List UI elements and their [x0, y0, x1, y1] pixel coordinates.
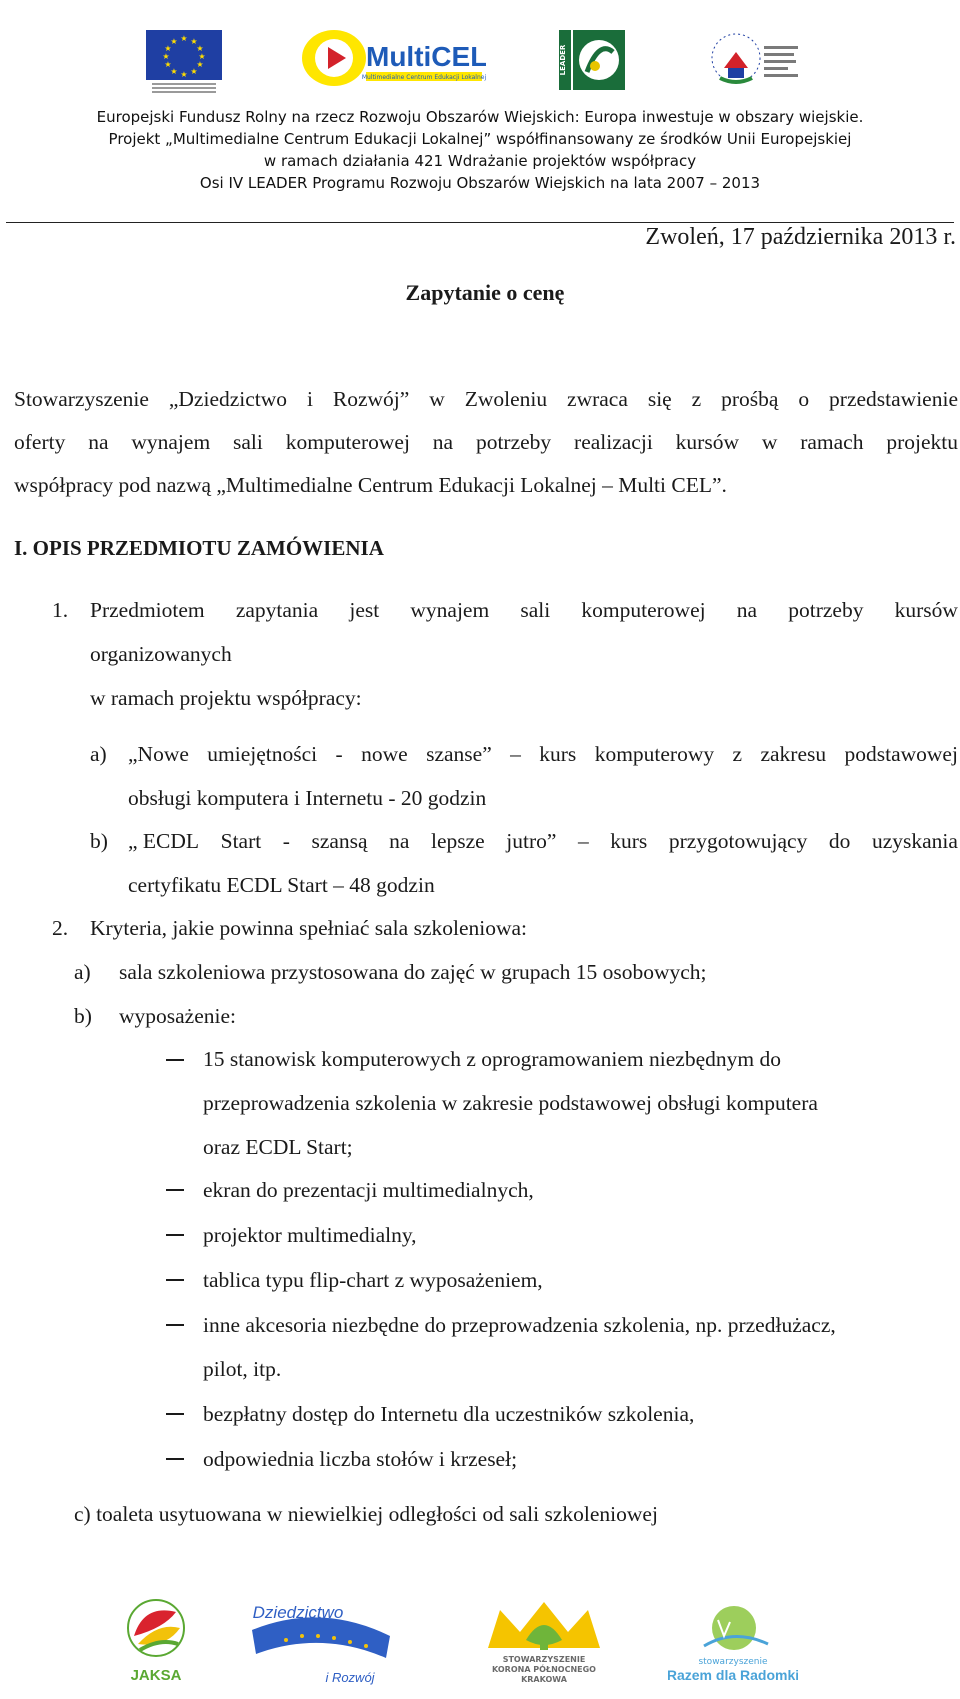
word: zakresu [760, 742, 827, 766]
svg-text:stowarzyszenie: stowarzyszenie [698, 1657, 768, 1667]
word: kurs [610, 829, 648, 853]
svg-text:★: ★ [164, 60, 172, 69]
svg-text:STOWARZYSZENIE: STOWARZYSZENIE [502, 1655, 586, 1664]
svg-text:★: ★ [196, 44, 204, 53]
header-line: Europejski Fundusz Rolny na rzecz Rozwoju Obszarów Wiejskich: Europa inwestuje w obszary wiejskie. [96, 108, 864, 126]
section-heading: I. OPIS PRZEDMIOTU ZAMÓWIENIA [14, 536, 384, 560]
bullet-dash [166, 1234, 184, 1236]
prow-logo [706, 28, 802, 90]
word: Start [220, 829, 262, 853]
word: „ ECDL [128, 829, 200, 853]
svg-text:Multimedialne Centrum Edukacji: Multimedialne Centrum Edukacji Lokalnej [361, 74, 486, 81]
word: z [732, 742, 743, 766]
word: Przedmiotem [90, 598, 205, 622]
word: umiejętności [207, 742, 318, 766]
equipment-item: ekran do prezentacji multimedialnych, [203, 1178, 534, 1202]
dziedzictwo-logo [246, 1596, 396, 1688]
svg-text:i Rozwój: i Rozwój [325, 1670, 375, 1685]
intro-line: Stowarzyszenie „Dziedzictwo i Rozwój” w Zwoleniu zwraca się z prośbą o przedstawienie [14, 387, 958, 411]
equipment-item: bezpłatny dostęp do Internetu dla uczestników szkolenia, [203, 1402, 695, 1426]
word: wynajem [410, 598, 490, 622]
equipment-item: projektor multimedialny, [203, 1223, 417, 1247]
word: przygotowujący [668, 829, 808, 853]
letter-title: Zapytanie o cenę [405, 280, 565, 305]
word: „Nowe [128, 742, 189, 766]
svg-text:MultiCEL: MultiCEL [366, 41, 486, 72]
word: zapytania [235, 598, 319, 622]
header-line: Osi IV LEADER Programu Rozwoju Obszarów Wiejskich na lata 2007 – 2013 [199, 174, 761, 192]
word: szanse” [426, 742, 492, 766]
leader-logo [559, 30, 625, 90]
word: sali [520, 598, 551, 622]
intro-line: współpracy pod nazwą „Multimedialne Centrum Edukacji Lokalnej – Multi CEL”. [14, 473, 727, 497]
letter-date: Zwoleń, 17 października 2013 r. [645, 224, 956, 250]
subitem-b-text: wyposażenie: [119, 1004, 237, 1028]
subitem-a-text: sala szkoleniowa przystosowana do zajęć w grupach 15 osobowych; [119, 960, 707, 984]
svg-text:★: ★ [162, 52, 170, 61]
intro-paragraph [14, 378, 958, 507]
word: jest [349, 598, 380, 622]
equipment-item: tablica typu flip-chart z wyposażeniem, [203, 1268, 543, 1292]
header-line: w ramach działania 421 Wdrażanie projektów współpracy [263, 152, 697, 170]
svg-text:★: ★ [196, 60, 204, 69]
project-header [0, 106, 960, 194]
equipment-item: 15 stanowisk komputerowych z oprogramowaniem niezbędnym do [203, 1047, 781, 1071]
subitem-marker: a) [74, 960, 91, 984]
equipment-item: przeprowadzenia szkolenia w zakresie podstawowej obsługi komputera [203, 1091, 818, 1115]
word: szansą [311, 829, 368, 853]
razem-dla-radomki-logo [668, 1606, 798, 1686]
bullet-dash [166, 1059, 184, 1061]
word: - [335, 742, 343, 766]
subitem-b-line: certyfikatu ECDL Start – 48 godzin [128, 873, 435, 897]
word: nowe [361, 742, 408, 766]
svg-text:★: ★ [164, 44, 172, 53]
word: uzyskania [871, 829, 958, 853]
svg-text:JAKSA: JAKSA [130, 1667, 182, 1684]
word: komputerowej [581, 598, 706, 622]
svg-text:★: ★ [198, 52, 206, 61]
eu-flag-logo [146, 30, 224, 98]
word: komputerowy [594, 742, 715, 766]
word: – [510, 742, 521, 766]
subitem-a-line [128, 742, 958, 767]
bullet-dash [166, 1458, 184, 1460]
multicel-logo [300, 28, 486, 92]
word: kurs [539, 742, 577, 766]
jaksa-logo [124, 1598, 188, 1686]
word: na [736, 598, 758, 622]
svg-text:★: ★ [170, 67, 178, 76]
svg-text:KRAKOWA: KRAKOWA [521, 1675, 567, 1684]
bullet-dash [166, 1279, 184, 1281]
subitem-marker: a) [90, 742, 107, 766]
equipment-item: pilot, itp. [203, 1357, 282, 1381]
header-logo-strip [0, 0, 960, 112]
item-2-line: Kryteria, jakie powinna spełniać sala szkoleniowa: [90, 916, 528, 940]
word: – [577, 829, 589, 853]
eu-flag-icon [146, 30, 222, 80]
subitem-b-line [128, 829, 958, 854]
word: na [389, 829, 410, 853]
item-1-line: organizowanych [90, 642, 232, 666]
word: kursów [894, 598, 958, 622]
intro-line: oferty na wynajem sali komputerowej na potrzeby realizacji kursów w ramach projektu [14, 430, 958, 454]
word: do [828, 829, 851, 853]
bullet-dash [166, 1413, 184, 1415]
word: lepsze [431, 829, 485, 853]
item-number: 2. [52, 916, 69, 940]
svg-text:★: ★ [180, 34, 188, 43]
svg-text:★: ★ [170, 37, 178, 46]
svg-text:Razem dla Radomki: Razem dla Radomki [668, 1667, 798, 1683]
korona-polnocnego-krakowa-logo [480, 1596, 608, 1688]
subitem-a-line: obsługi komputera i Internetu - 20 godzin [128, 786, 487, 810]
word: potrzeby [788, 598, 864, 622]
subitem-marker: b) [74, 1004, 92, 1028]
word: jutro” [506, 829, 557, 853]
word: podstawowej [844, 742, 958, 766]
svg-text:LEADER: LEADER [559, 44, 567, 76]
subitem-marker: b) [90, 829, 108, 853]
header-line: Projekt „Multimedialne Centrum Edukacji Lokalnej” współfinansowany ze środków Unii Europejskiej [108, 130, 852, 148]
svg-text:KORONA PÓŁNOCNEGO: KORONA PÓŁNOCNEGO [492, 1665, 596, 1674]
bullet-dash [166, 1324, 184, 1326]
item-number: 1. [52, 598, 69, 622]
item-1-line [90, 598, 958, 623]
svg-text:★: ★ [180, 70, 188, 79]
bullet-dash [166, 1189, 184, 1191]
word: - [282, 829, 290, 853]
header-divider [6, 222, 954, 223]
equipment-item: odpowiednia liczba stołów i krzeseł; [203, 1447, 518, 1471]
svg-text:★: ★ [190, 37, 198, 46]
equipment-item: oraz ECDL Start; [203, 1135, 353, 1159]
item-1-line: w ramach projektu współpracy: [90, 686, 362, 710]
svg-text:Dziedzictwo: Dziedzictwo [252, 1603, 344, 1622]
subitem-c-text: c) toaleta usytuowana w niewielkiej odległości od sali szkoleniowej [74, 1502, 658, 1526]
footer-logo-strip [0, 1584, 960, 1699]
equipment-item: inne akcesoria niezbędne do przeprowadzenia szkolenia, np. przedłużacz, [203, 1313, 836, 1337]
svg-text:★: ★ [190, 67, 198, 76]
eu-caption-graphic [146, 83, 222, 95]
